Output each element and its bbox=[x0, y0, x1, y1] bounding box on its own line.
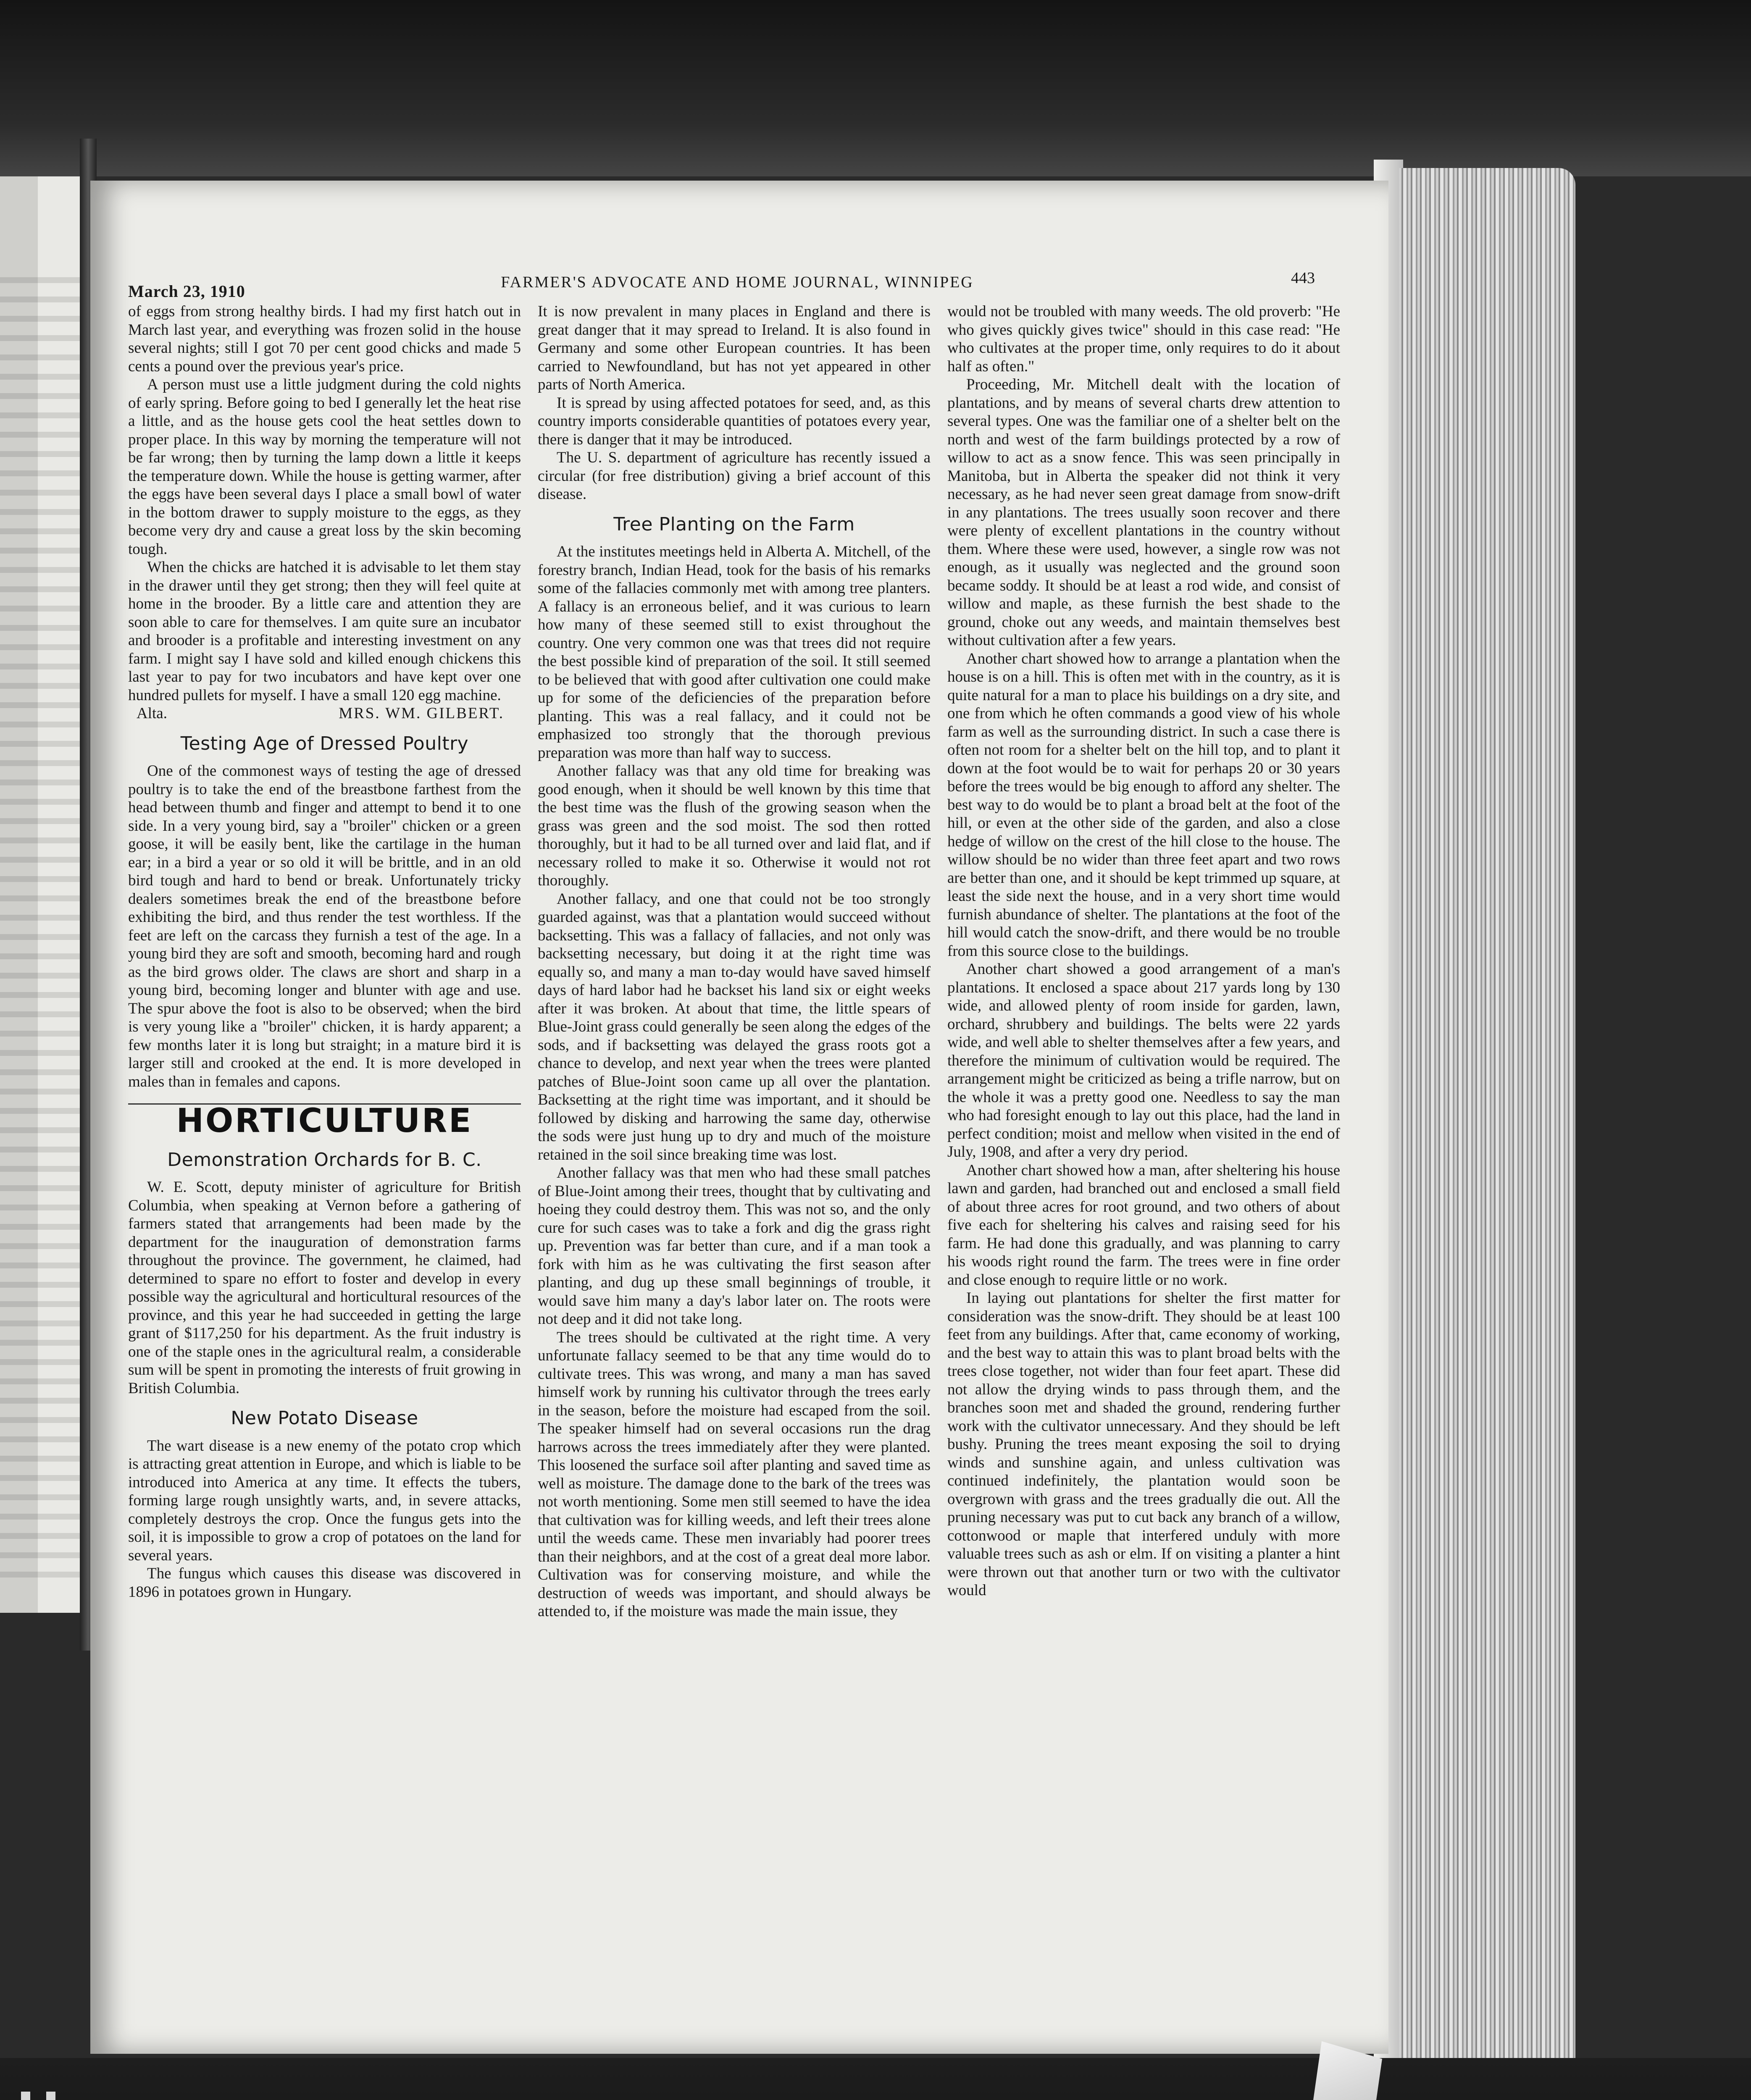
signature-place: Alta. bbox=[137, 705, 167, 722]
page-number: 443 bbox=[1291, 269, 1315, 287]
paragraph: In laying out plantations for shelter the first matter for consideration was the snow-drift. They should be at least 100 feet from any buildings. After that, came economy of working, and the best way to attain this was to plant broad belts with the trees close together, not wider than four feet apart. These did not allow the drying winds to pass through them, and the branches soon met and shaded the ground, rendering further work with the cultivator unnecessary. And they should be left bushy. Pruning the trees meant exposing the soil to drying winds and sunshine again, and unless cultivation was continued indefinitely, the plantation would soon be overgrown with grass and the trees gradually die out. All the pruning necessary was put to cut back any branch of a willow, cottonwood or maple that interfered unduly with more valuable trees such as ash or elm. If on visiting a planter a hint were thrown out that another turn or two with the cultivator would bbox=[947, 1289, 1340, 1599]
book-page-edges bbox=[1399, 168, 1575, 2100]
paragraph: W. E. Scott, deputy minister of agriculture for British Columbia, when speaking at Vernon before a gathering of farmers stated that arrangements had been made by the department for the inauguration of demonstration farms throughout the province. The government, he claimed, had determined to spare no effort to foster and develop in every possible way the agricultural and horticultural resources of the province, and this year he had succeeded in getting the large grant of $117,250 for his department. As the fruit industry is one of the staple ones in the agricultural realm, a considerable sum will be spent in promoting the interests of fruit growing in British Columbia. bbox=[128, 1179, 521, 1397]
binding-marks bbox=[21, 2092, 67, 2100]
dark-background-top bbox=[0, 0, 1751, 176]
binding-mark bbox=[21, 2092, 30, 2100]
paragraph: The wart disease is a new enemy of the potato crop which is attracting great attention in Europe, and which is liable to be introduced into America at any time. It effects the tubers, forming large rough unsightly warts, and, in severe attacks, completely destroys the crop. Once the fungus gets into the soil, it is impossible to grow a crop of potatoes on the land for several years. bbox=[128, 1437, 521, 1564]
paragraph: The fungus which causes this disease was discovered in 1896 in potatoes grown in Hungary. bbox=[128, 1565, 521, 1601]
department-title: HORTICULTURE bbox=[176, 1102, 473, 1140]
paragraph: Another fallacy, and one that could not be too strongly guarded against, was that a plantation would succeed without backsetting. This was a fallacy of fallacies, and not only was backsetting necessary, but doing it at the right time was equally so, and many a man to-day would have saved himself days of hard labor had he backset his land six or eight weeks after it was broken. At about that time, the little spears of Blue-Joint grass could generally be seen along the edges of the sods, and if backsetting was delayed the grass roots got a chance to develop, and next year when the trees were planted patches of Blue-Joint soon came up all over the plantation. Backsetting at the right time was important, and it should be followed by disking and harrowing the same day, otherwise the sods were just hung up to dry and much of the moisture retained in the soil since breaking time was lost. bbox=[538, 890, 931, 1163]
paragraph: It is now prevalent in many places in England and there is great danger that it may spread to Ireland. It is also found in Germany and some other European countries. It has been carried to Newfoundland, but has not yet appeared in other parts of North America. bbox=[538, 303, 931, 393]
column-1 bbox=[128, 302, 521, 2037]
paragraph: Proceeding, Mr. Mitchell dealt with the location of plantations, and by means of several charts drew attention to several types. One was the familiar one of a shelter belt on the north and west of the farm buildings protected by a row of willow to act as a snow fence. This was seen principally in Manitoba, but in Alberta the speaker did not think it very necessary, as he had never seen great damage from snow-drift in any plantations. The trees usually soon recover and there were plenty of excellent plantations in the country without them. Where these were used, however, a single row was not enough, as it usually was neglected and the ground soon became soddy. It should be at least a rod wide, and consist of willow and maple, as these furnish the best shade to the ground, choke out any weeds, and maintain themselves best without cultivation after a few years. bbox=[947, 376, 1340, 649]
running-head bbox=[128, 256, 1370, 302]
newspaper-page bbox=[90, 181, 1388, 2054]
issue-date: March 23, 1910 bbox=[128, 282, 245, 301]
column-3 bbox=[947, 302, 1340, 2037]
facing-page-fragment bbox=[0, 176, 80, 1613]
signature-author: MRS. WM. GILBERT. bbox=[339, 705, 504, 722]
letter-signature bbox=[128, 704, 521, 723]
paragraph: It is spread by using affected potatoes for seed, and, as this country imports considerable quantities of potatoes every year, there is danger that it may be introduced. bbox=[538, 394, 931, 448]
paragraph: The trees should be cultivated at the right time. A very unfortunate fallacy seemed to be that any time would do to cultivate trees. This was wrong, and many a man has saved himself work by running his cultivator through the trees early in the season, before the moisture had escaped from the soil. The speaker himself had on several occasions run the drag harrows across the trees immediately after they were planted. This loosened the surface soil after planting and saved time as well as moisture. The damage done to the bark of the trees was not worth mentioning. Some men still seemed to have the idea that cultivation was for killing weeds, and left their trees alone until the weeds came. These men invariably had poorer trees than their neighbors, and at the cost of a great deal more labor. Cultivation was for conserving moisture, and while the destruction of weeds was important, and should always be attended to, if the moisture was made the main issue, they bbox=[538, 1328, 931, 1620]
article-heading-testing-poultry: Testing Age of Dressed Poultry bbox=[180, 732, 469, 754]
article-heading-tree-planting: Tree Planting on the Farm bbox=[613, 513, 855, 535]
paragraph: of eggs from strong healthy birds. I had my first hatch out in March last year, and everything was frozen solid in the house several nights; still I got 70 per cent good chicks and made 5 cents a pound over the previous year's price. bbox=[128, 303, 521, 375]
paragraph: Another chart showed how a man, after sheltering his house lawn and garden, had branched out and enclosed a small field of about three acres for root ground, and two others of about five each for sheltering his calves and raising seed for his farm. He had done this gradually, and was planning to carry his woods right round the farm. The trees were in fine order and close enough to require little or no work. bbox=[947, 1161, 1340, 1289]
paragraph: The U. S. department of agriculture has recently issued a circular (for free distribution) giving a brief account of this disease. bbox=[538, 449, 931, 503]
paragraph: Another chart showed a good arrangement of a man's plantations. It enclosed a space about 217 yards long by 130 wide, and allowed plenty of room inside for garden, lawn, orchard, shrubbery and buildings. The belts were 22 yards wide, and well able to shelter themselves after a few years, and therefore the minimum of cultivation would be required. The arrangement might be criticized as being a trifle narrow, but on the whole it was a pretty good one. Needless to say the man who had foresight enough to lay out this place, had the land in perfect condition; moist and mellow when visited in the end of July, 1908, and after a very dry period. bbox=[947, 961, 1340, 1160]
department-banner bbox=[128, 1102, 521, 1140]
paragraph: would not be troubled with many weeds. The old proverb: "He who gives quickly gives twice" should in this case read: "He who cultivates at the proper time, only requires to do it about half as often." bbox=[947, 303, 1340, 375]
paragraph: Another chart showed how to arrange a plantation when the house is on a hill. This is often met with in the country, as it is quite natural for a man to place his buildings on a dry site, and one from which he often commands a good view of his whole farm as well as the surrounding district. In such a case there is often not room for a shelter belt on the hill top, and to plant it down at the foot would be to wait for perhaps 20 or 30 years before the trees would be big enough to afford any shelter. The best way to do would be to plant a broad belt at the foot of the hill, or even at the other side of the garden, and also a close hedge of willow on the crest of the hill close to the house. The willow should be no wider than three feet apart and two rows are better than one, and it should be kept trimmed up square, at least the side next the house, and in a very short time would furnish abundance of shelter. The plantations at the foot of the hill would catch the snow-drift, and there would be no trouble from this source close to the buildings. bbox=[947, 650, 1340, 960]
paragraph: Another fallacy was that any old time for breaking was good enough, when it should be well known by this time that the best time was the flush of the growing season when the grass was green and the sod moist. The sod then rotted thoroughly, but it had to be all turned over and laid flat, and if necessary rolled to make it so. Otherwise it would not rot thoroughly. bbox=[538, 762, 931, 889]
journal-title: FARMER'S ADVOCATE AND HOME JOURNAL, WINNIPEG bbox=[501, 273, 974, 291]
article-heading-demonstration-orchards: Demonstration Orchards for B. C. bbox=[167, 1149, 482, 1171]
dark-background-bottom bbox=[0, 2058, 1751, 2100]
paragraph: A person must use a little judgment during the cold nights of early spring. Before going to bed I generally let the heat rise a little, and as the house gets cool the heat settles down to proper place. In this way by morning the temperature will not be far wrong; then by turning the lamp down a little it keeps the temperature down. While the house is getting warmer, after the eggs have been several days I place a small bowl of water in the bottom drawer to supply moisture to the eggs, as they become very dry and cause a great loss by the skin becoming tough. bbox=[128, 376, 521, 558]
binding-mark bbox=[46, 2092, 55, 2100]
paragraph: When the chicks are hatched it is advisable to let them stay in the drawer until they get strong; then they will feel quite at home in the brooder. By a little care and attention they are soon able to care for themselves. I am quite sure an incubator and brooder is a profitable and interesting investment on any farm. I might say I have sold and killed enough chickens this last year to pay for two incubators and have kept over one hundred pullets for myself. I have a small 120 egg machine. bbox=[128, 559, 521, 704]
facing-page-text-lines bbox=[0, 277, 80, 1588]
paragraph: Another fallacy was that men who had these small patches of Blue-Joint among their trees, thought that by cultivating and hoeing they could destroy them. This was not so, and the only cure for such cases was to take a fork and dig the grass right up. Prevention was far better than cure, and if a man took a fork with him as he was cultivating the first season after planting, and dug up these small beginnings of trouble, it would save him many a day's labor later on. The roots were not deep and it did not take long. bbox=[538, 1164, 931, 1328]
paragraph: At the institutes meetings held in Alberta A. Mitchell, of the forestry branch, Indian Head, took for the basis of his remarks some of the fallacies commonly met with among tree planters. A fallacy is an erroneous belief, and it was curious to learn how many of these seemed still to exist throughout the country. One very common one was that trees did not require the best possible kind of preparation of the soil. It still seemed to be believed that with good after cultivation one could make up for some of the deficiencies of the preparation before planting. This was a real fallacy, and it could not be emphasized too strongly that the thorough previous preparation was more than half way to success. bbox=[538, 543, 931, 761]
column-2 bbox=[538, 302, 931, 2037]
article-heading-potato-disease: New Potato Disease bbox=[231, 1407, 418, 1429]
paragraph: One of the commonest ways of testing the age of dressed poultry is to take the end of the breastbone farthest from the head between thumb and finger and attempt to bend it to one side. In a very young bird, say a "broiler" chicken or a green goose, it will be easily bent, like the cartilage in the human ear; in a bird a year or so old it will be brittle, and in an old bird tough and hard to bend or break. Unfortunately tricky dealers sometimes break the end of the breastbone before exhibiting the bird, and thus render the test worthless. If the feet are left on the carcass they furnish a test of the age. In a young bird they are soft and smooth, becoming hard and rough as the bird grows older. The claws are short and sharp in a young bird, becoming longer and blunter with age and use. The spur above the foot is also to be observed; when the bird is very young like a "broiler" chicken, it is hardy apparent; a few months later it is long but straight; in a mature bird it is larger still and crooked at the end. It is more developed in males than in females and capons. bbox=[128, 762, 521, 1090]
page-content bbox=[128, 256, 1370, 2041]
